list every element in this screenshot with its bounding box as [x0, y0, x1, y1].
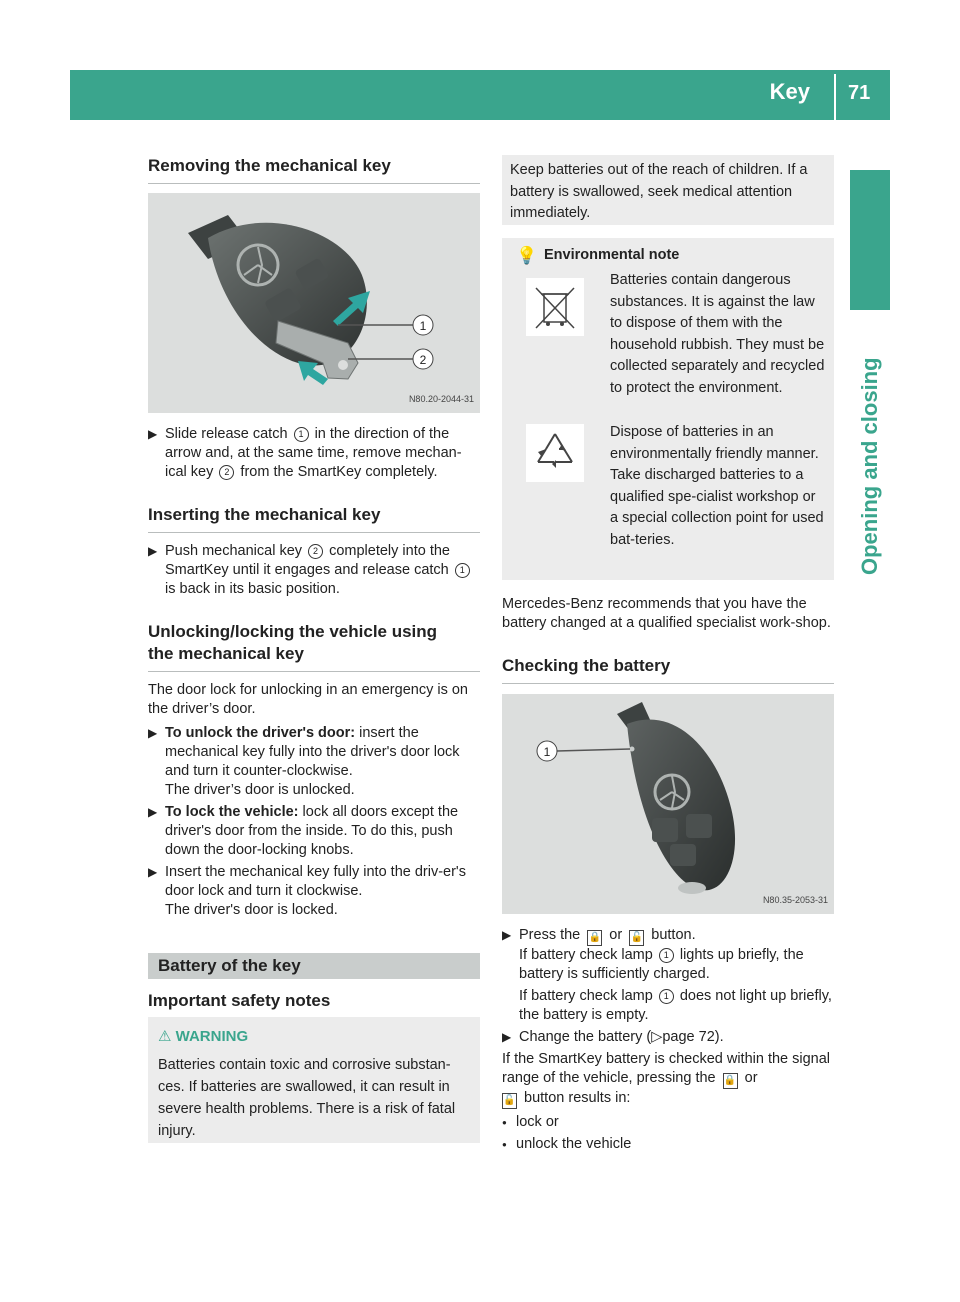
bullet-item: ● unlock the vehicle [502, 1136, 632, 1152]
recommend-text: Mercedes-Benz recommends that you have the battery changed at a qualified specialist work-shop. [502, 596, 831, 631]
step-remove: ▶ Slide release catch 1 in the direction of the arrow and, at the same time, remove mechan-ical key 2 from the SmartKey completely. [148, 426, 462, 480]
step-arrow-icon: ▶ [148, 805, 158, 819]
step-arrow-icon: ▶ [502, 1030, 512, 1044]
recycle-icon [526, 424, 584, 482]
step-insert: ▶ Push mechanical key 2 completely into the SmartKey until it engages and release catch 1 is back in its basic position. [148, 542, 480, 599]
step-lock-vehicle: ▶ To lock the vehicle: lock all doors except the driver's door from the inside. To do this, push down the door-locking knobs. [148, 804, 459, 858]
page-ref-link[interactable]: page 72). [662, 1029, 724, 1045]
side-tab-label: Opening and closing [857, 357, 882, 575]
step-arrow-icon: ▶ [148, 865, 158, 879]
smartkey-battery-illustration [502, 694, 834, 914]
heading-safety: Important safety notes [148, 991, 331, 1010]
left-column [148, 155, 480, 920]
right-column [502, 595, 834, 1154]
bin-crossed-icon [526, 278, 584, 336]
warning-icon: ⚠ [158, 1028, 172, 1045]
environmental-note [502, 238, 834, 580]
marker-1: 1 [419, 319, 427, 333]
heading-removing: Removing the mechanical key [148, 156, 391, 175]
env-text-1: Batteries contain dangerous substances. It is against the law to dispose of them with the household rubbish. They must be collected separately and recycled to protect the environment. [610, 272, 825, 396]
unlock-button-icon: 🔓 [629, 930, 644, 946]
warning-text: Batteries contain toxic and corrosive substan-ces. If batteries are swallowed, it can result in severe health problems. There is a risk of fatal injury. [158, 1057, 456, 1139]
safety-section [148, 990, 480, 1019]
marker-1: 1 [543, 745, 551, 759]
bullet-icon: ● [502, 1140, 507, 1149]
section-title: Key [769, 79, 810, 104]
header-divider [834, 74, 836, 120]
children-note-text: Keep batteries out of the reach of children. If a battery is swallowed, seek medical attention immediately. [510, 162, 808, 221]
warning-label: ⚠ WARNING [158, 1028, 249, 1045]
marker-1: 1 [455, 563, 470, 578]
step-arrow-icon: ▶ [148, 427, 158, 441]
lock-button-icon: 🔒 [723, 1073, 738, 1089]
marker-2: 2 [219, 465, 234, 480]
step-arrow-icon: ▶ [502, 928, 512, 942]
heading-unlocking: Unlocking/locking the vehicle using the mechanical key [148, 622, 438, 663]
side-tab [858, 325, 882, 575]
marker-2: 2 [419, 353, 427, 367]
divider [148, 532, 480, 533]
lock-button-icon: 🔒 [587, 930, 602, 946]
bulb-icon: 💡 [516, 246, 538, 265]
page-number: 71 [848, 82, 871, 104]
unlock-button-icon: 🔓 [502, 1093, 517, 1109]
divider [502, 683, 834, 684]
children-note [502, 155, 834, 225]
marker-2: 2 [308, 544, 323, 559]
divider [148, 671, 480, 672]
step-insert-lock: ▶ Insert the mechanical key fully into the driv-er's door lock and turn it clockwise. The driver's door is locked. [148, 864, 466, 918]
section-heading: Battery of the key [158, 956, 301, 975]
bullet-item: ● lock or [502, 1114, 559, 1130]
figure-check-battery [502, 694, 834, 914]
marker-1: 1 [294, 427, 309, 442]
env-text-2: Dispose of batteries in an environmentally friendly manner. Take discharged batteries to a qualified spe-cialist workshop or a special collection point for used bat-teries. [610, 424, 824, 548]
step-unlock-door: ▶ To unlock the driver's door: insert the mechanical key fully into the driver's door lock and turn it counter-clockwise. The driver’s door is unlocked. [148, 725, 460, 798]
page-ref-icon: ▷ [651, 1029, 663, 1045]
step-change-battery: ▶ Change the battery (▷page 72). [502, 1029, 724, 1045]
section-band [148, 953, 480, 979]
heading-checking: Checking the battery [502, 656, 671, 675]
bullet-icon: ● [502, 1118, 507, 1127]
figure-remove-key [148, 193, 480, 413]
signal-range-text: If the SmartKey battery is checked within the signal range of the vehicle, pressing the 🔒 or 🔓 button results in: [502, 1050, 834, 1109]
smartkey-illustration [148, 193, 480, 413]
divider [148, 183, 480, 184]
unlock-intro: The door lock for unlocking in an emergency is on the driver’s door. [148, 682, 468, 717]
side-tab-marker [850, 170, 890, 310]
header-bar [70, 70, 890, 120]
figure-code: N80.20-2044-31 [408, 394, 474, 404]
marker-1: 1 [659, 989, 674, 1004]
step-arrow-icon: ▶ [148, 544, 158, 558]
env-title: Environmental note [544, 247, 680, 263]
step-arrow-icon: ▶ [148, 726, 158, 740]
figure-code: N80.35-2053-31 [762, 895, 828, 905]
heading-inserting: Inserting the mechanical key [148, 505, 381, 524]
warning-box [148, 1017, 480, 1143]
step-press-button: ▶ Press the 🔒 or 🔓 button. If battery check lamp 1 lights up briefly, the battery is sufficiently charged. If battery check lamp 1 does not light up briefly, the battery is empty. [502, 927, 832, 1023]
marker-1: 1 [659, 948, 674, 963]
